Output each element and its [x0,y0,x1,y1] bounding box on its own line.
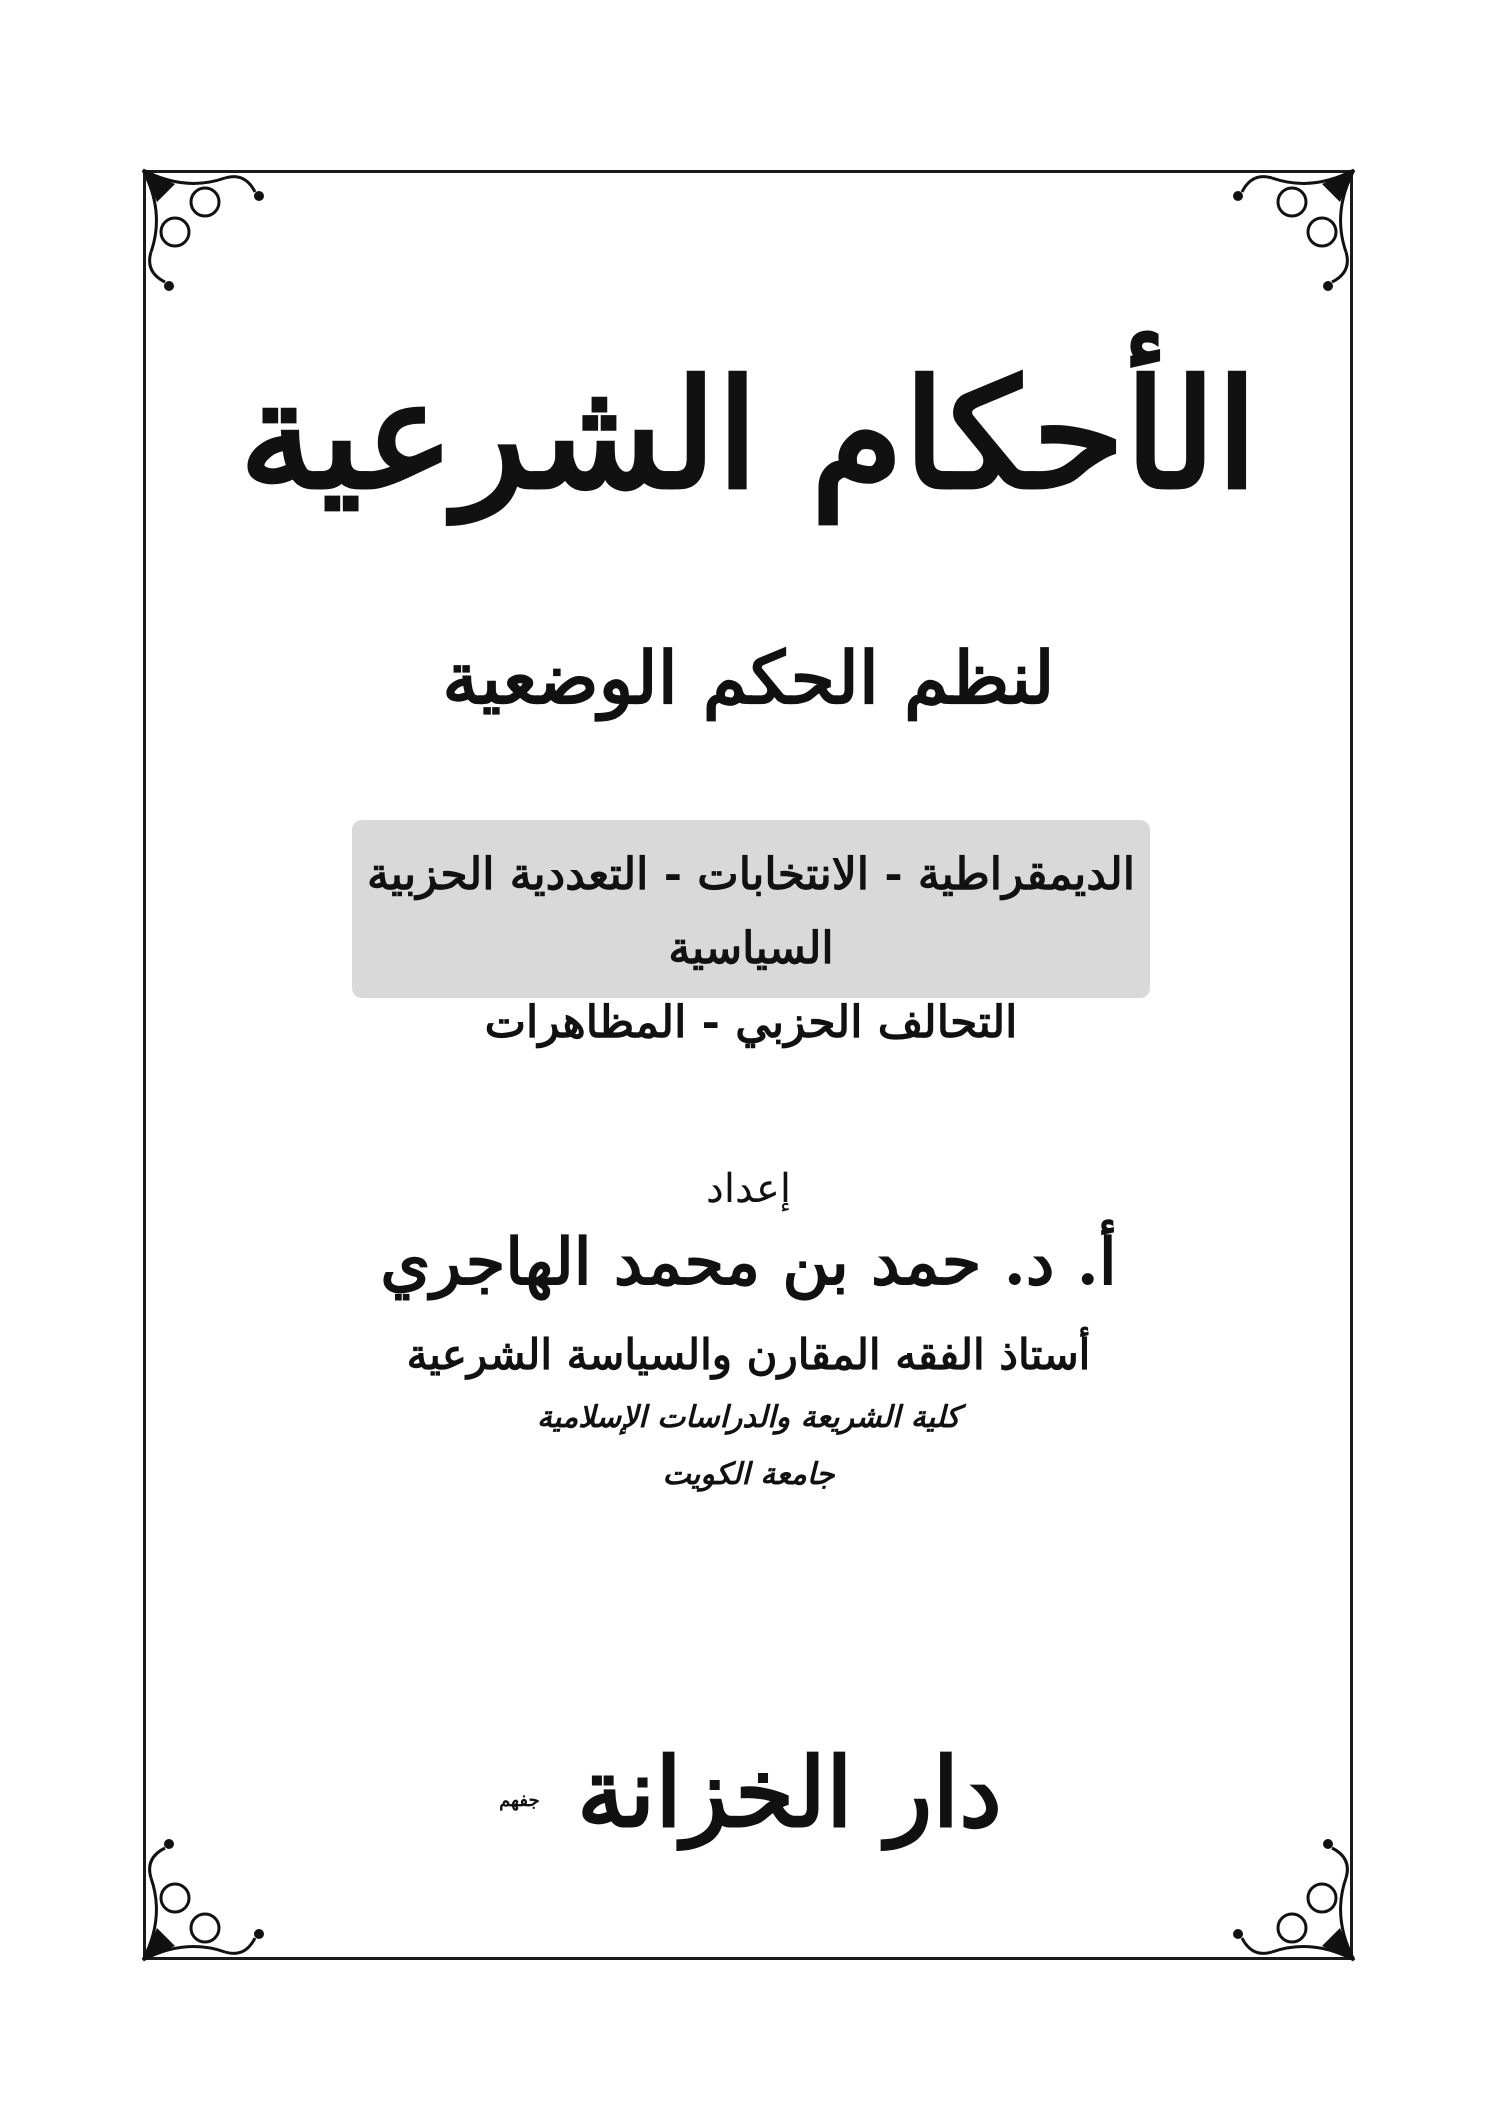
corner-ornament-top-left [135,162,315,342]
prepared-by-label: إعداد [706,1166,791,1212]
book-subtitle: لنظم الحكم الوضعية [442,635,1055,720]
author-college: كلية الشريعة والدراسات الإسلامية [536,1400,961,1435]
corner-ornament-top-right [1182,162,1362,342]
book-title: الأحكام الشرعية [239,347,1258,523]
author-name: أ. د. حمد بن محمد الهاجري [380,1225,1117,1300]
topics-box [352,820,1150,1048]
publisher-name: دار الخزانة [577,1736,1002,1849]
topics-line-1: الديمقراطية - الانتخابات - التعددية الحزبية السياسية [367,849,1135,974]
topics-line-2: التحالف الحزبي - المظاهرات [484,997,1018,1048]
author-university: جامعة الكويت [662,1457,835,1492]
publisher-logo [0,1735,1497,1850]
publisher-mark: جفهم [499,1790,540,1812]
author-position: أستاذ الفقه المقارن والسياسة الشرعية [406,1330,1091,1379]
